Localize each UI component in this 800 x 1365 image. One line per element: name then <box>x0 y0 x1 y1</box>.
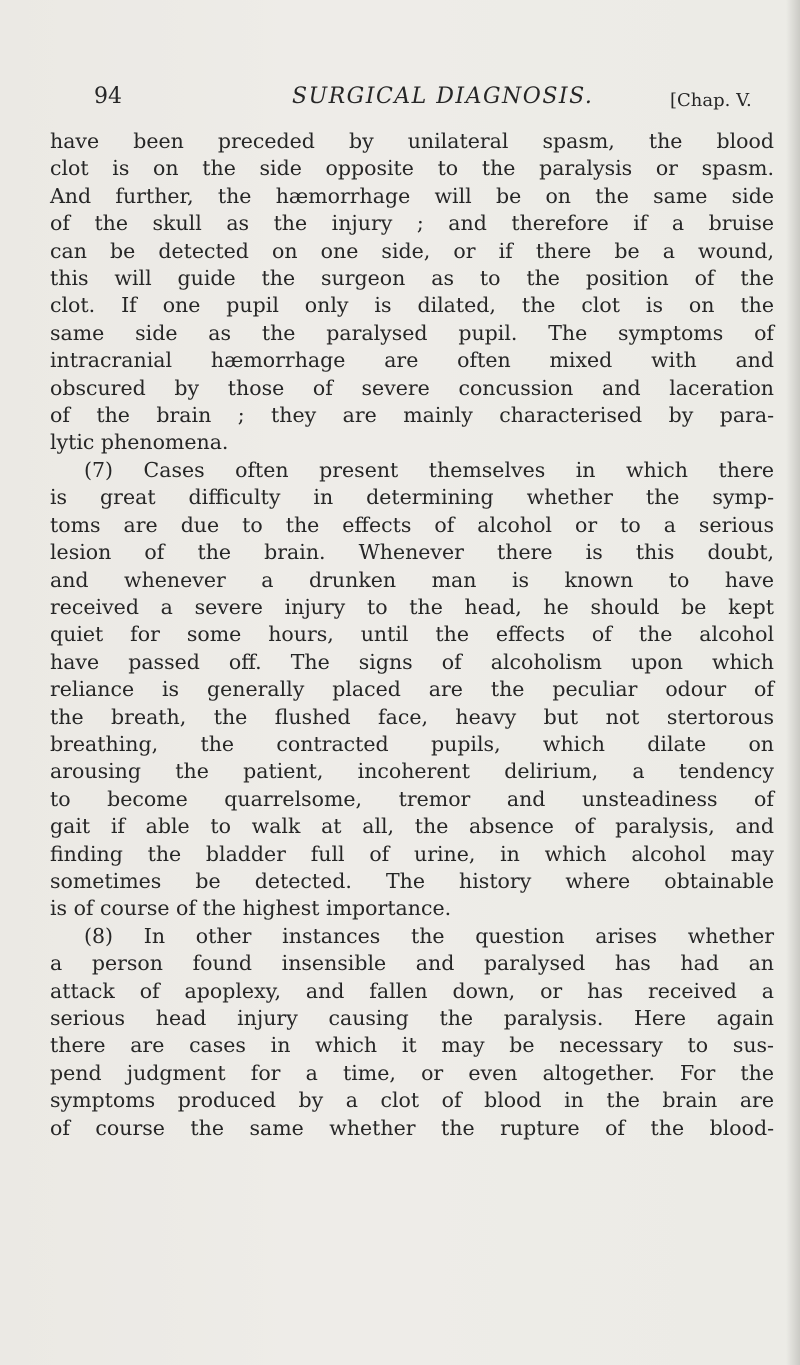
text-line: symptoms produced by a clot of blood in the brain are <box>50 1088 774 1113</box>
text-line: to become quarrelsome, tremor and unsteadiness of <box>50 786 774 811</box>
text-line: this will guide the surgeon as to the position of the <box>50 266 774 291</box>
text-line: clot. If one pupil only is dilated, the clot is on the <box>50 293 774 318</box>
text-line: finding the bladder full of urine, in which alcohol may <box>50 841 774 866</box>
text-line: is of course of the highest importance. <box>50 896 452 921</box>
page-header <box>94 84 774 114</box>
text-line: intracranial hæmorrhage are often mixed with and <box>50 348 774 373</box>
text-line: of course the same whether the rupture of the blood- <box>50 1115 774 1140</box>
text-line: reliance is generally placed are the peculiar odour of <box>50 677 774 702</box>
text-line: a person found insensible and paralysed has had an <box>50 951 774 976</box>
text-line: toms are due to the effects of alcohol or to a serious <box>50 512 774 537</box>
text-line: clot is on the side opposite to the paralysis or spasm. <box>50 156 774 181</box>
chapter-label: [Chap. V. <box>670 90 752 111</box>
text-line: gait if able to walk at all, the absence of paralysis, and <box>50 814 774 839</box>
text-line: the breath, the flushed face, heavy but not stertorous <box>50 704 774 729</box>
text-line: of the brain ; they are mainly characterised by para- <box>50 403 774 428</box>
text-line: sometimes be detected. The history where obtainable <box>50 868 774 893</box>
text-line: And further, the hæmorrhage will be on the same side <box>50 183 774 208</box>
text-line: have been preceded by unilateral spasm, the blood <box>50 129 774 153</box>
text-line: have passed off. The signs of alcoholism upon which <box>50 649 774 674</box>
text-line: lytic phenomena. <box>50 430 229 455</box>
text-line: pend judgment for a time, or even altogether. For the <box>50 1060 774 1085</box>
text-line: serious head injury causing the paralysis. Here again <box>50 1006 774 1030</box>
text-line: attack of apoplexy, and fallen down, or has received a <box>50 978 774 1003</box>
text-line: there are cases in which it may be necessary to sus- <box>50 1033 774 1058</box>
text-line: is great difficulty in determining whether the symp- <box>50 485 774 510</box>
body-text <box>50 128 774 1142</box>
text-line: breathing, the contracted pupils, which dilate on <box>50 731 774 756</box>
text-line: obscured by those of severe concussion and laceration <box>50 375 774 400</box>
page-edge-shadow <box>786 0 800 1365</box>
text-line: can be detected on one side, or if there be a wound, <box>50 238 774 263</box>
text-line: (7) Cases often present themselves in which there <box>84 457 774 482</box>
running-title: SURGICAL DIAGNOSIS. <box>292 84 594 109</box>
text-line: and whenever a drunken man is known to have <box>50 567 774 592</box>
text-line: lesion of the brain. Whenever there is this doubt, <box>50 540 774 565</box>
page-number: 94 <box>94 84 122 109</box>
text-line: received a severe injury to the head, he should be kept <box>50 594 774 619</box>
text-line: quiet for some hours, until the effects of the alcohol <box>50 622 774 647</box>
text-line: of the skull as the injury ; and therefore if a bruise <box>50 211 774 236</box>
text-line: arousing the patient, incoherent delirium, a tendency <box>50 759 774 784</box>
text-line: same side as the paralysed pupil. The symptoms of <box>50 320 774 345</box>
text-line: (8) In other instances the question arises whether <box>84 923 774 948</box>
